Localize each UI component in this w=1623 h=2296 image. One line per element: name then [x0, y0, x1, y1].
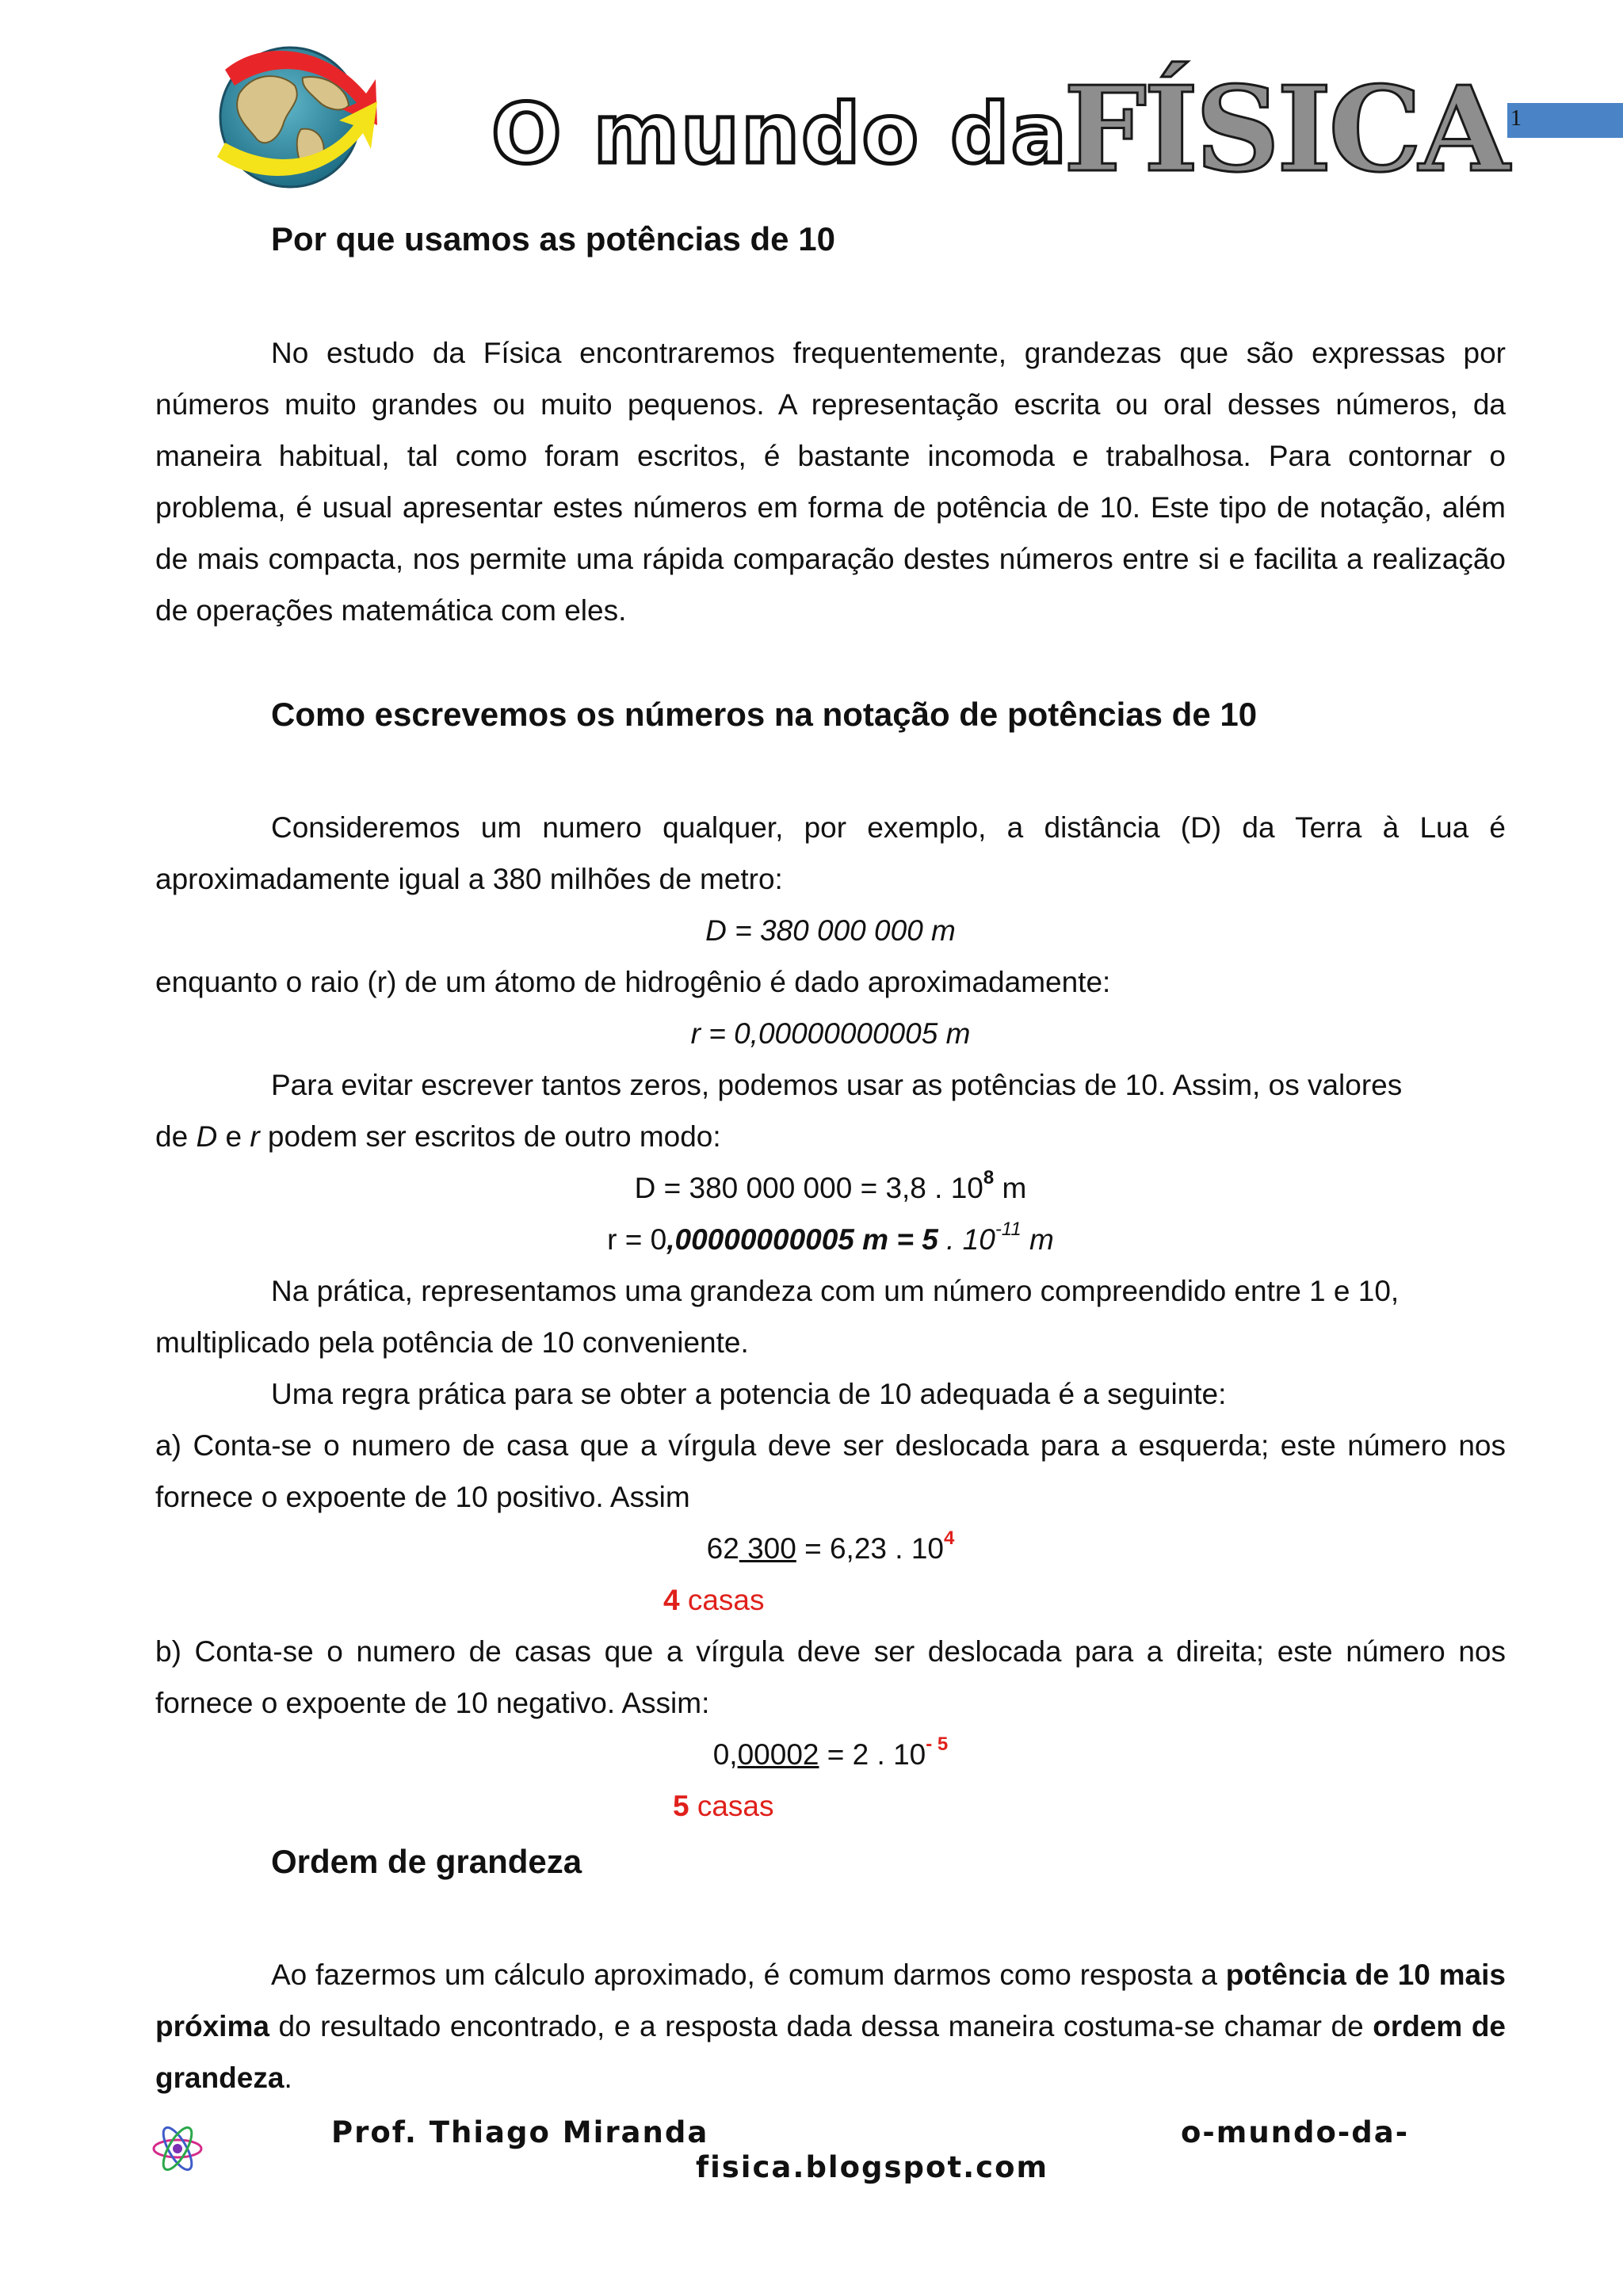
site-brand-title	[491, 40, 1507, 198]
section-title-how-write: Como escrevemos os números na notação de potências de 10	[271, 696, 1258, 733]
example-b-count: 5 casas	[673, 1790, 774, 1822]
equation-radius-power: r = 0,00000000005 m = 5 . $10^{-11}$ m	[607, 1219, 1054, 1256]
footer-site-part2: fisica.blogspot.com	[696, 2150, 1049, 2184]
equation-distance-power: D = 380 000 000 = 3,8 . $10^8$ m	[634, 1167, 1027, 1204]
section-title-why-powers: Por que usamos as potências de 10	[271, 220, 835, 257]
paragraph-practice-line2: multiplicado pela potência de 10 conveniente.	[155, 1326, 749, 1359]
rule-a-text: a) Conta-se o numero de casa que a vírgula deve ser deslocada para a esquerda; este número nos fornece o expoente de 10 positivo. Assim	[155, 1429, 1506, 1513]
brand-main: FÍSICA	[1064, 60, 1507, 198]
paragraph-rule: Uma regra prática para se obter a potencia de 10 adequada é a seguinte:	[271, 1378, 1227, 1410]
equation-radius: r = 0,00000000005 m	[690, 1017, 971, 1050]
footer-site-part1: o-mundo-da-	[1181, 2115, 1410, 2149]
equation-distance: D = 380 000 000 m	[705, 914, 956, 947]
example-b-equation: 0,00002 = 2 . $10^{- 5}$	[712, 1733, 949, 1771]
page-number-tab	[1507, 103, 1623, 138]
paragraph-intro-distance: Consideremos um numero qualquer, por exemplo, a distância (D) da Terra à Lua é aproximadamente igual a 380 milhões de metro:	[155, 811, 1506, 895]
paragraph-radius: enquanto o raio (r) de um átomo de hidrogênio é dado aproximadamente:	[155, 966, 1111, 998]
rule-b-text: b) Conta-se o numero de casas que a vírgula deve ser deslocada para a direita; este número nos fornece o expoente de 10 negativo. Assim:	[155, 1635, 1506, 1719]
paragraph-order-of-magnitude: Ao fazermos um cálculo aproximado, é comum darmos como resposta a potência de 10 mais próxima do resultado encontrado, e a resposta dada dessa maneira costuma-se chamar de ordem de grandeza.	[155, 1958, 1506, 2094]
symbol-r: r	[250, 1120, 260, 1153]
paragraph-avoid-zeros-line1: Para evitar escrever tantos zeros, podemos usar as potências de 10. Assim, os valores	[271, 1069, 1403, 1101]
example-a-count: 4 casas	[663, 1584, 765, 1616]
paragraph-avoid-zeros-line2: de D e r podem ser escritos de outro modo:	[155, 1120, 721, 1153]
brand-prefix: O mundo da	[491, 86, 1068, 182]
page-number: 1	[1510, 106, 1522, 131]
atom-icon	[151, 2122, 204, 2176]
paragraph-why-powers: No estudo da Física encontraremos frequentemente, grandezas que são expressas por números muito grandes ou muito pequenos. A representação escrita ou oral desses números, da maneira habitual, tal como foram escritos, é bastante incomoda e trabalhosa. Para contornar o problema, é usual apresentar estes números em forma de potência de 10. Este tipo de notação, além de mais compacta, nos permite uma rápida comparação destes números entre si e facilita a realização de operações matemática com eles.	[155, 337, 1506, 627]
symbol-d: D	[196, 1120, 218, 1153]
example-a-equation: 62 300 = 6,23 . $10^4$	[706, 1527, 955, 1565]
paragraph-practice-line1: Na prática, representamos uma grandeza com um número compreendido entre 1 e 10,	[271, 1275, 1400, 1307]
section-title-order-of-magnitude: Ordem de grandeza	[271, 1843, 582, 1880]
globe-logo-icon	[208, 38, 382, 193]
footer-author: Prof. Thiago Miranda	[331, 2115, 709, 2149]
